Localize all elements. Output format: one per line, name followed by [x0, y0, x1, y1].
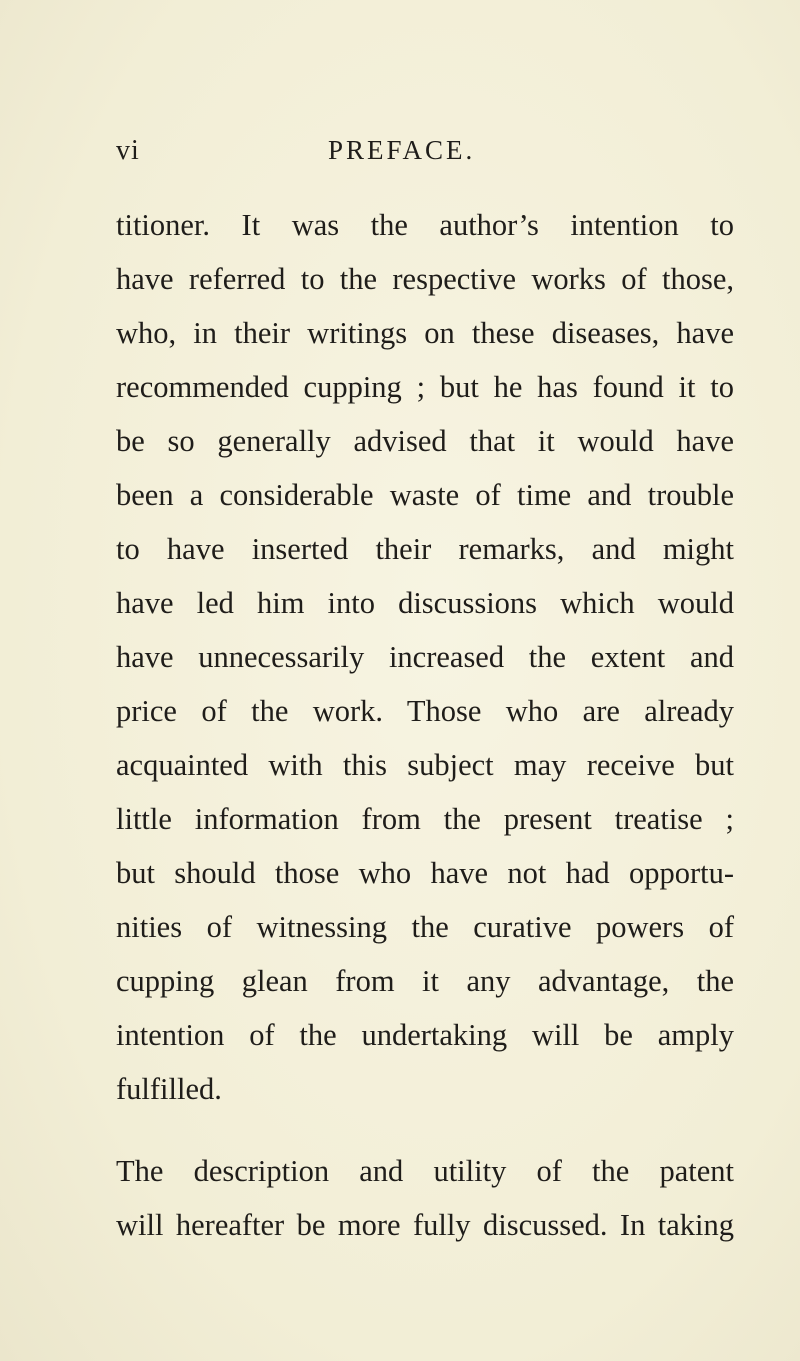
- paragraph-2: [116, 1144, 734, 1252]
- text-line: intention of the undertaking will be amply: [116, 1018, 734, 1052]
- text-line: recommended cupping ; but he has found it to: [116, 370, 734, 404]
- text-line: who, in their writings on these diseases, have: [116, 316, 734, 350]
- text-line: acquainted with this subject may receive but: [116, 748, 734, 782]
- paragraph-gap: [116, 1116, 734, 1144]
- text-line: be so generally advised that it would have: [116, 424, 734, 458]
- text-line: The description and utility of the patent: [116, 1154, 734, 1188]
- text-line: titioner. It was the author’s intention to: [116, 208, 734, 242]
- text-line: cupping glean from it any advantage, the: [116, 964, 734, 998]
- text-line: have led him into discussions which would: [116, 586, 734, 620]
- text-line: been a considerable waste of time and trouble: [116, 478, 734, 512]
- text-line: will hereafter be more fully discussed. In taking: [116, 1208, 734, 1242]
- running-head: [116, 135, 736, 171]
- text-line: little information from the present treatise ;: [116, 802, 734, 836]
- text-line: but should those who have not had opportu-: [116, 856, 734, 890]
- text-line: price of the work. Those who are already: [116, 694, 734, 728]
- paragraph-1: [116, 198, 734, 1116]
- text-line: fulfilled.: [116, 1072, 222, 1106]
- text-line: have unnecessarily increased the extent and: [116, 640, 734, 674]
- page-number: vi: [116, 135, 140, 166]
- text-line: to have inserted their remarks, and might: [116, 532, 734, 566]
- body-text: [116, 198, 734, 1252]
- text-line: have referred to the respective works of those,: [116, 262, 734, 296]
- running-title: PREFACE.: [328, 135, 476, 165]
- text-line: nities of witnessing the curative powers of: [116, 910, 734, 944]
